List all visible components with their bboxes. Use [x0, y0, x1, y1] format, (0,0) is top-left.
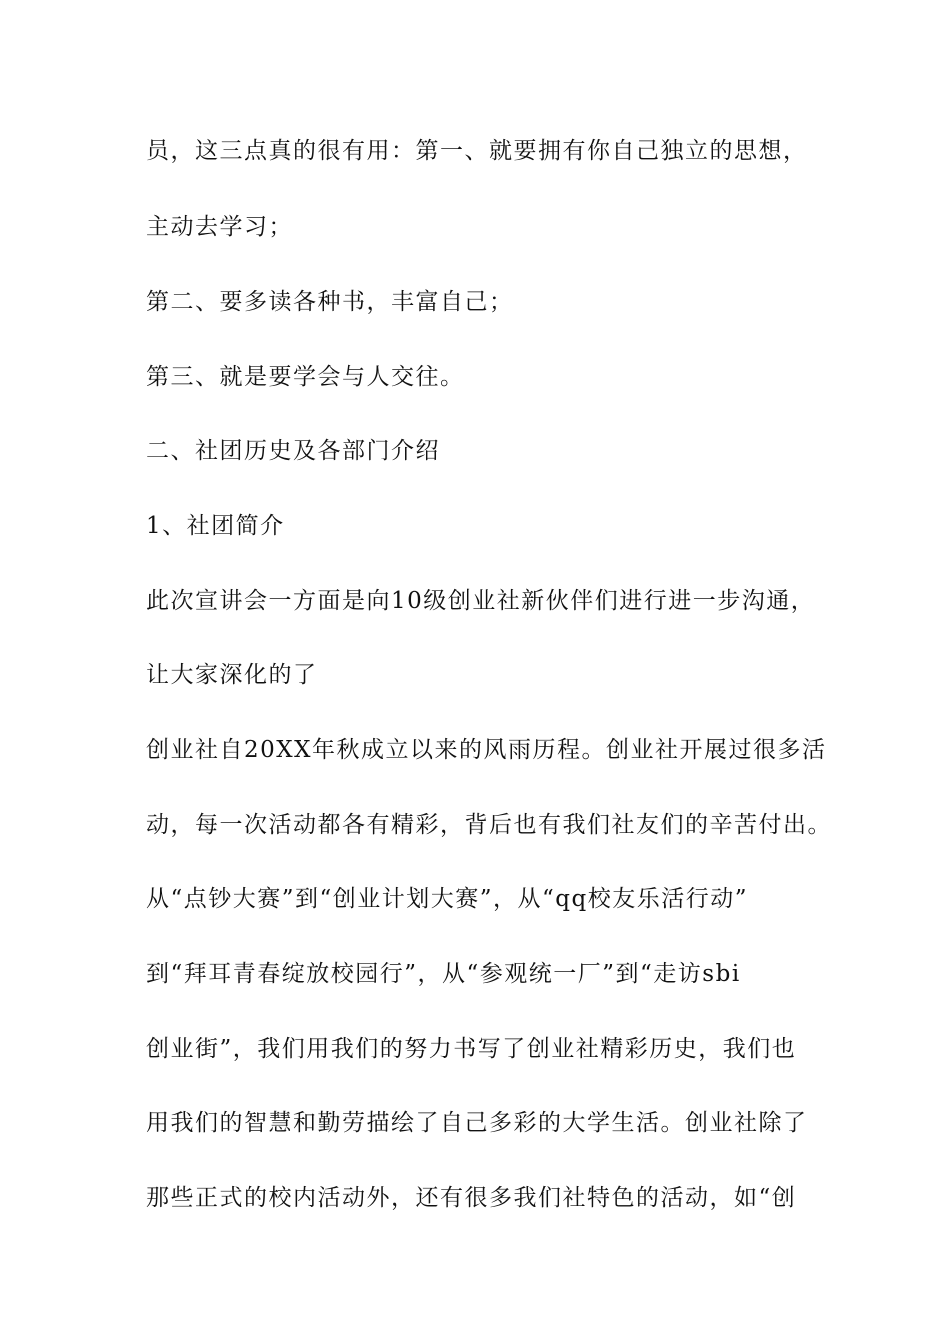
text-line: 让大家深化的了 — [146, 662, 318, 688]
text-line: 第三、就是要学会与人交往。 — [146, 364, 465, 390]
text-line: 从“点钞大赛”到“创业计划大赛”，从“qq校友乐活行动” — [146, 886, 748, 912]
text-line: 动，每一次活动都各有精彩，背后也有我们社友们的辛苦付出。 — [146, 812, 832, 838]
text-line: 员，这三点真的很有用：第一、就要拥有你自己独立的思想， — [146, 138, 808, 164]
text-line: 主动去学习； — [146, 214, 293, 240]
text-line: 创业街”，我们用我们的努力书写了创业社精彩历史，我们也 — [146, 1036, 797, 1062]
text-line: 到“拜耳青春绽放校园行”，从“参观统一厂”到“走访sbi — [146, 961, 741, 987]
text-line: 第二、要多读各种书，丰富自己； — [146, 289, 514, 315]
text-line: 用我们的智慧和勤劳描绘了自己多彩的大学生活。创业社除了 — [146, 1110, 808, 1136]
section-heading: 二、社团历史及各部门介绍 — [146, 438, 440, 464]
text-line: 创业社自20XX年秋成立以来的风雨历程。创业社开展过很多活 — [146, 737, 827, 763]
subsection-heading: 1、社团简介 — [146, 513, 285, 539]
text-line: 此次宣讲会一方面是向10级创业社新伙伴们进行进一步沟通， — [146, 588, 816, 614]
text-line: 那些正式的校内活动外，还有很多我们社特色的活动，如“创 — [146, 1185, 797, 1211]
